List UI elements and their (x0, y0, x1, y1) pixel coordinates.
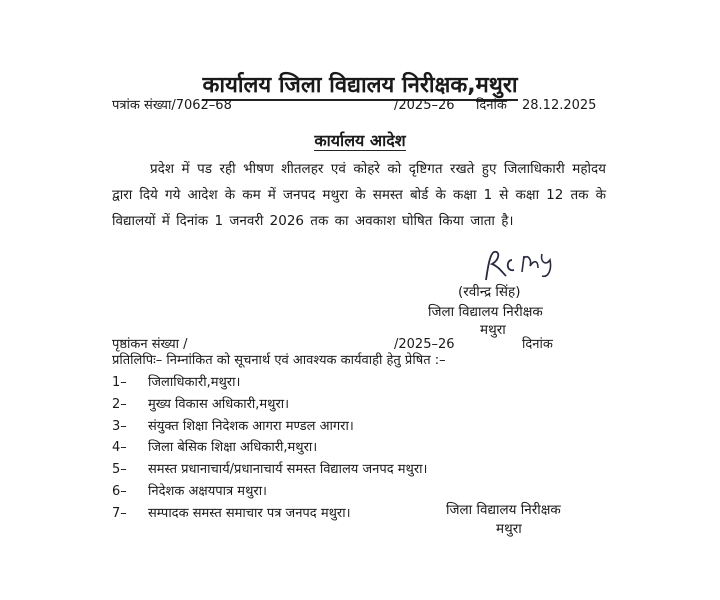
letter-number: पत्रांक संख्या/7062–68 (112, 98, 232, 113)
date-label: दिनांक (476, 98, 507, 113)
order-body: प्रदेश में पड रही भीषण शीतलहर एवं कोहरे को दृष्टिगत रखते हुए जिलाधिकारी महोदय द्वारा दिये गये आदेश के कम में जनपद मथुरा के समस्त बोर्ड के कक्षा 1 से कक्षा 12 तक के विद्यालयों में दिनांक 1 जनवरी 2026 तक का अवकाश घोषित किया जाता है। (112, 161, 606, 229)
list-item: 3– संयुक्त शिक्षा निदेशक आगरा मण्डल आगरा। (112, 418, 354, 434)
list-item: 5– समस्त प्रधानाचार्य/प्रधानाचार्य समस्त विद्यालय जनपद मथुरा। (112, 462, 428, 478)
endorsement-session: /2025–26 (394, 337, 455, 352)
footer-designation: जिला विद्यालय निरीक्षक (446, 502, 561, 518)
letter-session: /2025–26 (394, 98, 455, 113)
copy-recipient-list (112, 372, 427, 525)
list-item: 1– जिलाधिकारी,मथुरा। (112, 375, 241, 390)
endorsement-number: पृष्ठांकन संख्या / (112, 337, 188, 352)
signatory-name: (रवीन्द्र सिंह) (458, 284, 521, 300)
list-item: 4– जिला बेसिक शिक्षा अधिकारी,मथुरा। (112, 440, 318, 456)
list-item: 2– मुख्य विकास अधिकारी,मथुरा। (112, 396, 290, 412)
signatory-designation: जिला विद्यालय निरीक्षक (428, 304, 543, 320)
office-title: कार्यालय जिला विद्यालय निरीक्षक,मथुरा (0, 72, 720, 100)
letter-date: 28.12.2025 (522, 98, 597, 113)
footer-place: मथुरा (496, 521, 522, 537)
signatory-place: मथुरा (480, 322, 506, 338)
signature-image (478, 246, 558, 286)
copy-intro: प्रतिलिपिः– निम्नांकित को सूचनार्थ एवं आवश्यक कार्यवाही हेतु प्रेषित :– (112, 353, 446, 368)
order-heading: कार्यालय आदेश (314, 131, 406, 150)
list-item: 7– सम्पादक समस्त समाचार पत्र जनपद मथुरा। (112, 505, 351, 521)
list-item: 6– निदेशक अक्षयपात्र मथुरा। (112, 483, 267, 499)
endorsement-date-label: दिनांक (522, 337, 553, 352)
